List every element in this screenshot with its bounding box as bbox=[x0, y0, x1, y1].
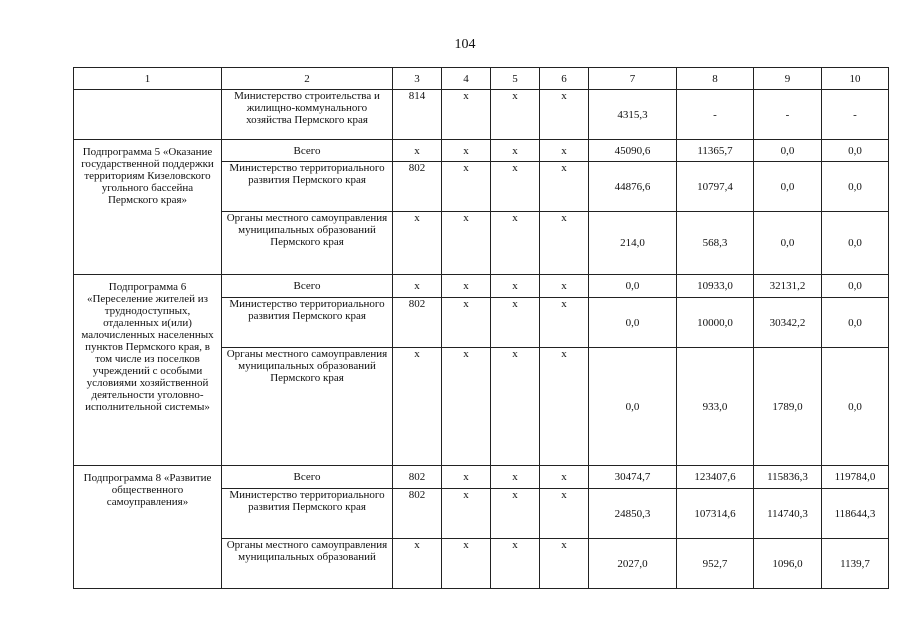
amount-cell: - bbox=[822, 90, 889, 140]
amount-cell: 115836,3 bbox=[754, 466, 822, 489]
column-header: 10 bbox=[822, 68, 889, 90]
column-header: 6 bbox=[540, 68, 589, 90]
amount-cell: 114740,3 bbox=[754, 489, 822, 539]
code-cell: x bbox=[540, 539, 589, 589]
amount-cell: 2027,0 bbox=[589, 539, 677, 589]
amount-cell: 933,0 bbox=[677, 348, 754, 466]
column-header: 4 bbox=[442, 68, 491, 90]
subprogram-cell: Подпрограмма 6 «Переселение жителей из труднодоступных, отдаленных и(или) малочисленных населенных пунктов Пермского края, в том числе из поселков учреждений с особыми условиями хозяйственной деятельности уголовно-исполнительной системы» bbox=[74, 275, 222, 466]
code-cell: x bbox=[442, 489, 491, 539]
table-row bbox=[74, 275, 889, 298]
executor-cell: Министерство территориального развития Пермского края bbox=[222, 489, 393, 539]
amount-cell: 10797,4 bbox=[677, 162, 754, 212]
executor-cell: Всего bbox=[222, 275, 393, 298]
executor-cell: Органы местного самоуправления муниципальных образований bbox=[222, 539, 393, 589]
column-header: 1 bbox=[74, 68, 222, 90]
page-number: 104 bbox=[454, 37, 476, 52]
code-cell: x bbox=[540, 298, 589, 348]
budget-table bbox=[73, 67, 889, 589]
code-cell: 802 bbox=[393, 489, 442, 539]
amount-cell: 0,0 bbox=[754, 212, 822, 275]
code-cell: x bbox=[393, 275, 442, 298]
amount-cell: 10933,0 bbox=[677, 275, 754, 298]
code-cell: x bbox=[540, 489, 589, 539]
amount-cell: 568,3 bbox=[677, 212, 754, 275]
amount-cell: 1789,0 bbox=[754, 348, 822, 466]
amount-cell: 0,0 bbox=[822, 298, 889, 348]
code-cell: x bbox=[491, 90, 540, 140]
code-cell: x bbox=[442, 298, 491, 348]
code-cell: x bbox=[491, 140, 540, 162]
code-cell: x bbox=[442, 348, 491, 466]
amount-cell: - bbox=[754, 90, 822, 140]
code-cell: x bbox=[393, 539, 442, 589]
code-cell: x bbox=[393, 140, 442, 162]
amount-cell: 0,0 bbox=[589, 348, 677, 466]
amount-cell: 1096,0 bbox=[754, 539, 822, 589]
code-cell: x bbox=[393, 348, 442, 466]
amount-cell: 123407,6 bbox=[677, 466, 754, 489]
code-cell: x bbox=[442, 275, 491, 298]
code-cell: x bbox=[442, 539, 491, 589]
amount-cell: 214,0 bbox=[589, 212, 677, 275]
code-cell: x bbox=[491, 466, 540, 489]
executor-cell: Министерство территориального развития Пермского края bbox=[222, 162, 393, 212]
code-cell: x bbox=[442, 212, 491, 275]
code-cell: x bbox=[540, 466, 589, 489]
column-header: 7 bbox=[589, 68, 677, 90]
code-cell: x bbox=[491, 212, 540, 275]
code-cell: x bbox=[442, 90, 491, 140]
code-cell: x bbox=[442, 162, 491, 212]
code-cell: x bbox=[491, 489, 540, 539]
table-row bbox=[74, 90, 889, 140]
amount-cell: 30474,7 bbox=[589, 466, 677, 489]
amount-cell: 30342,2 bbox=[754, 298, 822, 348]
table-row bbox=[74, 466, 889, 489]
code-cell: x bbox=[491, 298, 540, 348]
amount-cell: 0,0 bbox=[822, 348, 889, 466]
column-header: 3 bbox=[393, 68, 442, 90]
amount-cell: 0,0 bbox=[754, 162, 822, 212]
amount-cell: 0,0 bbox=[822, 140, 889, 162]
amount-cell: 44876,6 bbox=[589, 162, 677, 212]
amount-cell: 0,0 bbox=[589, 298, 677, 348]
amount-cell: - bbox=[677, 90, 754, 140]
code-cell: 802 bbox=[393, 298, 442, 348]
code-cell: x bbox=[491, 162, 540, 212]
executor-cell: Министерство территориального развития Пермского края bbox=[222, 298, 393, 348]
code-cell: x bbox=[540, 212, 589, 275]
amount-cell: 119784,0 bbox=[822, 466, 889, 489]
subprogram-cell: Подпрограмма 8 «Развитие общественного самоуправления» bbox=[74, 466, 222, 589]
code-cell: x bbox=[491, 275, 540, 298]
code-cell: x bbox=[540, 140, 589, 162]
code-cell: x bbox=[540, 348, 589, 466]
code-cell: x bbox=[491, 348, 540, 466]
amount-cell: 0,0 bbox=[589, 275, 677, 298]
code-cell: x bbox=[540, 90, 589, 140]
executor-cell: Органы местного самоуправления муниципальных образований Пермского края bbox=[222, 212, 393, 275]
column-header: 8 bbox=[677, 68, 754, 90]
code-cell: x bbox=[491, 539, 540, 589]
code-cell: 814 bbox=[393, 90, 442, 140]
amount-cell: 952,7 bbox=[677, 539, 754, 589]
amount-cell: 0,0 bbox=[822, 162, 889, 212]
code-cell: x bbox=[540, 275, 589, 298]
amount-cell: 11365,7 bbox=[677, 140, 754, 162]
table-row bbox=[74, 140, 889, 162]
column-header: 5 bbox=[491, 68, 540, 90]
amount-cell: 10000,0 bbox=[677, 298, 754, 348]
amount-cell: 1139,7 bbox=[822, 539, 889, 589]
amount-cell: 0,0 bbox=[754, 140, 822, 162]
amount-cell: 24850,3 bbox=[589, 489, 677, 539]
code-cell: x bbox=[393, 212, 442, 275]
executor-cell: Органы местного самоуправления муниципальных образований Пермского края bbox=[222, 348, 393, 466]
executor-cell: Министерство строительства и жилищно-коммунального хозяйства Пермского края bbox=[222, 90, 393, 140]
amount-cell: 0,0 bbox=[822, 275, 889, 298]
code-cell: x bbox=[442, 466, 491, 489]
code-cell: 802 bbox=[393, 162, 442, 212]
table-header-row bbox=[74, 68, 889, 90]
code-cell: x bbox=[540, 162, 589, 212]
amount-cell: 118644,3 bbox=[822, 489, 889, 539]
subprogram-cell: Подпрограмма 5 «Оказание государственной поддержки территориям Кизеловского угольного бассейна Пермского края» bbox=[74, 140, 222, 275]
column-header: 2 bbox=[222, 68, 393, 90]
subprogram-cell bbox=[74, 90, 222, 140]
code-cell: 802 bbox=[393, 466, 442, 489]
amount-cell: 32131,2 bbox=[754, 275, 822, 298]
executor-cell: Всего bbox=[222, 466, 393, 489]
code-cell: x bbox=[442, 140, 491, 162]
amount-cell: 4315,3 bbox=[589, 90, 677, 140]
executor-cell: Всего bbox=[222, 140, 393, 162]
column-header: 9 bbox=[754, 68, 822, 90]
amount-cell: 0,0 bbox=[822, 212, 889, 275]
amount-cell: 107314,6 bbox=[677, 489, 754, 539]
amount-cell: 45090,6 bbox=[589, 140, 677, 162]
